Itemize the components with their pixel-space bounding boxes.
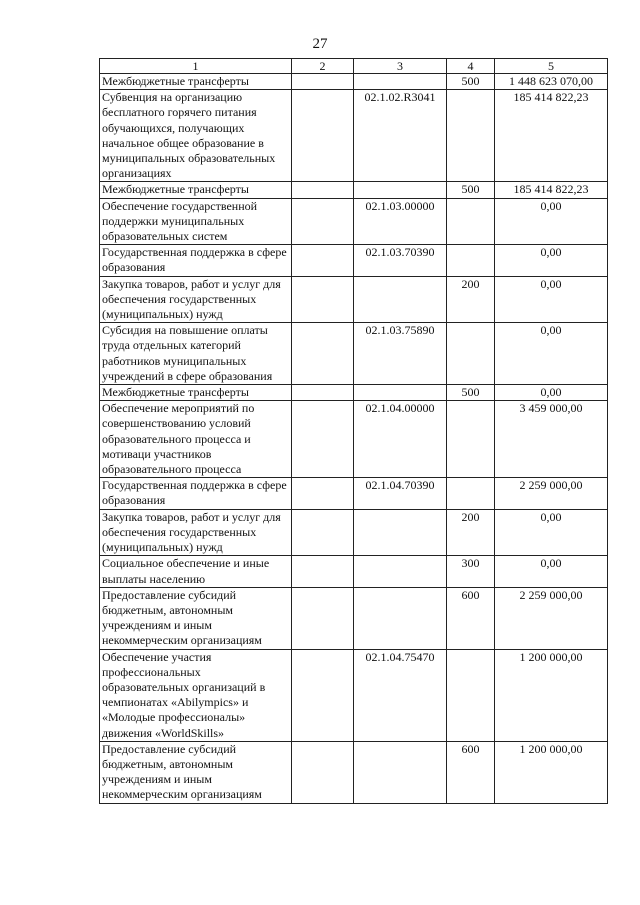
row-code-cell: 02.1.02.R3041 xyxy=(354,90,447,182)
row-code-cell: 02.1.03.70390 xyxy=(354,245,447,276)
row-col2-cell xyxy=(292,182,354,198)
row-name-cell: Межбюджетные трансферты xyxy=(100,385,292,401)
row-type-cell: 200 xyxy=(447,276,495,323)
row-amount-cell: 2 259 000,00 xyxy=(495,478,608,509)
row-col2-cell xyxy=(292,323,354,385)
table-row xyxy=(100,509,608,556)
row-col2-cell xyxy=(292,198,354,245)
row-amount-cell: 0,00 xyxy=(495,245,608,276)
row-type-cell xyxy=(447,198,495,245)
row-code-cell: 02.1.04.70390 xyxy=(354,478,447,509)
row-name-cell: Субсидия на повышение оплаты труда отдельных категорий работников муниципальных учреждений в сфере образования xyxy=(100,323,292,385)
row-code-cell xyxy=(354,74,447,90)
row-code-cell xyxy=(354,182,447,198)
row-code-cell xyxy=(354,556,447,587)
table-row xyxy=(100,741,608,803)
row-col2-cell xyxy=(292,478,354,509)
table-row xyxy=(100,276,608,323)
row-col2-cell xyxy=(292,509,354,556)
row-type-cell: 500 xyxy=(447,385,495,401)
row-type-cell: 600 xyxy=(447,741,495,803)
row-amount-cell: 0,00 xyxy=(495,509,608,556)
row-col2-cell xyxy=(292,245,354,276)
table-row xyxy=(100,90,608,182)
row-amount-cell: 0,00 xyxy=(495,323,608,385)
row-code-cell: 02.1.03.75890 xyxy=(354,323,447,385)
table-row xyxy=(100,556,608,587)
row-name-cell: Межбюджетные трансферты xyxy=(100,74,292,90)
table-row xyxy=(100,649,608,741)
table-row xyxy=(100,245,608,276)
row-name-cell: Государственная поддержка в сфере образования xyxy=(100,478,292,509)
row-type-cell: 600 xyxy=(447,587,495,649)
row-code-cell xyxy=(354,509,447,556)
row-col2-cell xyxy=(292,401,354,478)
row-code-cell: 02.1.04.75470 xyxy=(354,649,447,741)
row-name-cell: Обеспечение мероприятий по совершенствованию условий образовательного процесса и мотиваци участников образовательного процесса xyxy=(100,401,292,478)
row-col2-cell xyxy=(292,74,354,90)
row-type-cell: 500 xyxy=(447,74,495,90)
row-amount-cell: 1 200 000,00 xyxy=(495,741,608,803)
column-header-4: 4 xyxy=(447,59,495,74)
column-header-5: 5 xyxy=(495,59,608,74)
row-col2-cell xyxy=(292,90,354,182)
row-amount-cell: 0,00 xyxy=(495,556,608,587)
row-type-cell: 500 xyxy=(447,182,495,198)
row-type-cell xyxy=(447,401,495,478)
row-amount-cell: 0,00 xyxy=(495,198,608,245)
row-amount-cell: 185 414 822,23 xyxy=(495,182,608,198)
column-header-2: 2 xyxy=(292,59,354,74)
row-type-cell xyxy=(447,649,495,741)
row-amount-cell: 185 414 822,23 xyxy=(495,90,608,182)
row-code-cell: 02.1.04.00000 xyxy=(354,401,447,478)
row-type-cell: 200 xyxy=(447,509,495,556)
row-code-cell xyxy=(354,587,447,649)
column-header-1: 1 xyxy=(100,59,292,74)
row-amount-cell: 1 448 623 070,00 xyxy=(495,74,608,90)
row-col2-cell xyxy=(292,385,354,401)
row-amount-cell: 0,00 xyxy=(495,385,608,401)
table-row xyxy=(100,182,608,198)
row-name-cell: Социальное обеспечение и иные выплаты населению xyxy=(100,556,292,587)
row-amount-cell: 2 259 000,00 xyxy=(495,587,608,649)
row-col2-cell xyxy=(292,276,354,323)
table-row xyxy=(100,587,608,649)
row-col2-cell xyxy=(292,741,354,803)
row-name-cell: Субвенция на организацию бесплатного горячего питания обучающихся, получающих начальное общее образование в муниципальных образовательных организациях xyxy=(100,90,292,182)
table-row xyxy=(100,401,608,478)
row-amount-cell: 3 459 000,00 xyxy=(495,401,608,478)
row-name-cell: Обеспечение участия профессиональных образовательных организаций в чемпионатах «Abilympics» и «Молодые профессионалы» движения «WorldSkills» xyxy=(100,649,292,741)
table-row xyxy=(100,478,608,509)
row-amount-cell: 0,00 xyxy=(495,276,608,323)
row-code-cell: 02.1.03.00000 xyxy=(354,198,447,245)
row-type-cell xyxy=(447,478,495,509)
row-col2-cell xyxy=(292,649,354,741)
row-code-cell xyxy=(354,276,447,323)
row-name-cell: Государственная поддержка в сфере образования xyxy=(100,245,292,276)
column-header-3: 3 xyxy=(354,59,447,74)
table-row xyxy=(100,385,608,401)
row-type-cell: 300 xyxy=(447,556,495,587)
row-name-cell: Обеспечение государственной поддержки муниципальных образовательных систем xyxy=(100,198,292,245)
row-type-cell xyxy=(447,90,495,182)
row-type-cell xyxy=(447,323,495,385)
row-code-cell xyxy=(354,385,447,401)
row-col2-cell xyxy=(292,556,354,587)
table-header-row xyxy=(100,59,608,74)
row-amount-cell: 1 200 000,00 xyxy=(495,649,608,741)
row-type-cell xyxy=(447,245,495,276)
row-name-cell: Межбюджетные трансферты xyxy=(100,182,292,198)
page-number: 27 xyxy=(312,36,328,52)
row-name-cell: Закупка товаров, работ и услуг для обеспечения государственных (муниципальных) нужд xyxy=(100,509,292,556)
row-col2-cell xyxy=(292,587,354,649)
table-row xyxy=(100,323,608,385)
row-code-cell xyxy=(354,741,447,803)
table-row xyxy=(100,74,608,90)
row-name-cell: Предоставление субсидий бюджетным, автономным учреждениям и иным некоммерческим организациям xyxy=(100,741,292,803)
table-row xyxy=(100,198,608,245)
budget-table xyxy=(99,58,608,804)
row-name-cell: Предоставление субсидий бюджетным, автономным учреждениям и иным некоммерческим организациям xyxy=(100,587,292,649)
row-name-cell: Закупка товаров, работ и услуг для обеспечения государственных (муниципальных) нужд xyxy=(100,276,292,323)
